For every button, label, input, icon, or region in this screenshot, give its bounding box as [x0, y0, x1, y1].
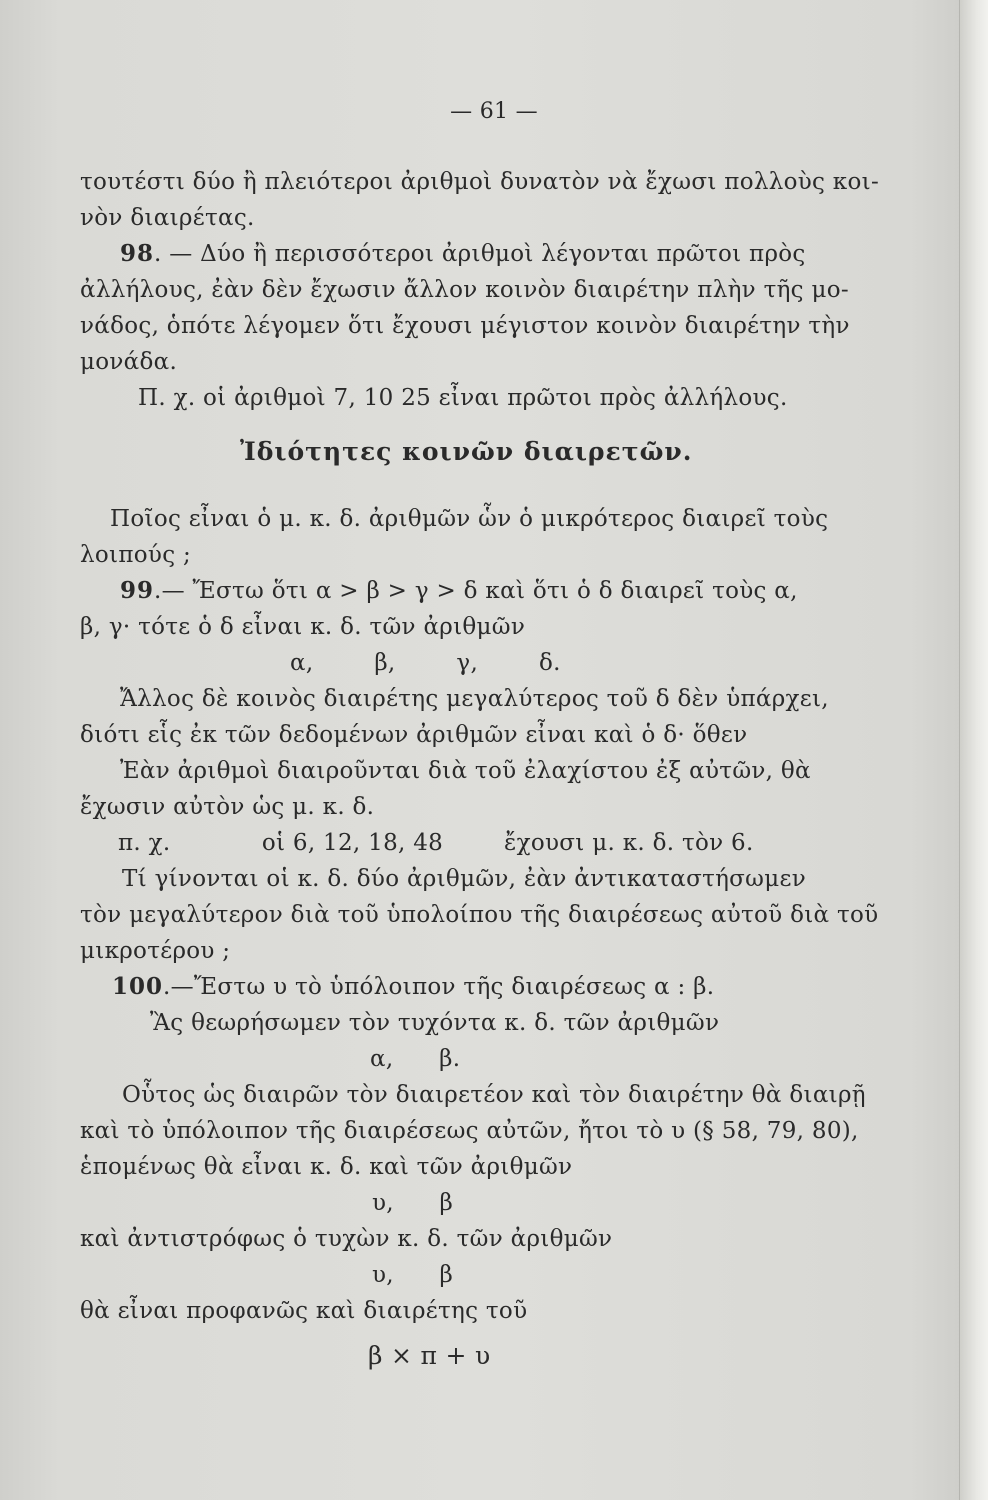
text-line: μικροτέρου ; — [80, 938, 231, 964]
text-line: καὶ τὸ ὑπόλοιπον τῆς διαιρέσεως αὐτῶν, ἤτοι τὸ υ (§ 58, 79, 80), — [80, 1118, 859, 1144]
text-line: τουτέστι δύο ἢ πλειότεροι ἀριθμοὶ δυνατὸν νὰ ἔχωσι πολλοὺς κοι- — [80, 169, 880, 195]
text-line: νάδος, ὁπότε λέγομεν ὅτι ἔχουσι μέγιστον κοινὸν διαιρέτην τὴν — [80, 313, 850, 339]
section-number: 100 — [112, 973, 164, 1000]
text-line: διότι εἷς ἐκ τῶν δεδομένων ἀριθμῶν εἶναι καὶ ὁ δ· ὅθεν — [80, 722, 748, 748]
formula: β × π + υ — [368, 1341, 491, 1370]
page-edge — [959, 0, 988, 1500]
text-line: Ἂς θεωρήσωμεν τὸν τυχόντα κ. δ. τῶν ἀριθμῶν — [150, 1010, 720, 1036]
text-line: Ἄλλος δὲ κοινὸς διαιρέτης μεγαλύτερος τοῦ δ δὲν ὑπάρχει, — [120, 686, 829, 712]
text-line: β, γ· τότε ὁ δ εἶναι κ. δ. τῶν ἀριθμῶν — [80, 614, 526, 640]
text-line: τὸν μεγαλύτερον διὰ τοῦ ὑπολοίπου τῆς διαιρέσεως αὐτοῦ διὰ τοῦ — [80, 902, 879, 928]
text-line: νὸν διαιρέτας. — [80, 205, 255, 231]
section-number: 98 — [120, 240, 155, 267]
text-line: ἀλλήλους, ἐὰν δὲν ἔχωσιν ἄλλον κοινὸν διαιρέτην πλὴν τῆς μο- — [80, 277, 849, 303]
variable-list: α, β. — [370, 1046, 461, 1072]
paragraph-99: 99.— Ἔστω ὅτι α > β > γ > δ καὶ ὅτι ὁ δ διαιρεῖ τοὺς α, — [120, 577, 798, 604]
text-line: Οὗτος ὡς διαιρῶν τὸν διαιρετέον καὶ τὸν διαιρέτην θὰ διαιρῇ — [122, 1082, 866, 1108]
question-line: Ποῖος εἶναι ὁ μ. κ. δ. ἀριθμῶν ὧν ὁ μικρότερος διαιρεῖ τοὺς — [110, 506, 829, 532]
example-line: Π. χ. οἱ ἀριθμοὶ 7, 10 25 εἶναι πρῶτοι πρὸς ἀλλήλους. — [138, 385, 788, 411]
variable-list: υ, β — [372, 1262, 454, 1288]
text-line: ἔχωσιν αὐτὸν ὡς μ. κ. δ. — [80, 794, 375, 820]
example-line: π. χ. οἱ 6, 12, 18, 48 ἔχουσι μ. κ. δ. τὸν 6. — [118, 830, 754, 856]
paragraph-98: 98. — Δύο ἢ περισσότεροι ἀριθμοὶ λέγονται πρῶτοι πρὸς — [120, 240, 806, 267]
paragraph-100: 100.—Ἔστω υ τὸ ὑπόλοιπον τῆς διαιρέσεως α : β. — [112, 973, 715, 1000]
variable-list: α, β, γ, δ. — [290, 650, 561, 676]
text-line: καὶ ἀντιστρόφως ὁ τυχὼν κ. δ. τῶν ἀριθμῶν — [80, 1226, 613, 1252]
page-number: — 61 — — [450, 99, 538, 124]
text-line: λοιπούς ; — [80, 542, 192, 568]
theorem-line: Ἐὰν ἀριθμοὶ διαιροῦνται διὰ τοῦ ἐλαχίστου ἐξ αὐτῶν, θὰ — [120, 758, 811, 784]
question-line: Τί γίνονται οἱ κ. δ. δύο ἀριθμῶν, ἐὰν ἀντικαταστήσωμεν — [122, 866, 806, 892]
text-line: θὰ εἶναι προφανῶς καὶ διαιρέτης τοῦ — [80, 1298, 528, 1324]
text-line: ἑπομένως θὰ εἶναι κ. δ. καὶ τῶν ἀριθμῶν — [80, 1154, 573, 1180]
section-number: 99 — [120, 577, 155, 604]
section-heading: Ἰδιότητες κοινῶν διαιρετῶν. — [240, 437, 693, 466]
variable-list: υ, β — [372, 1190, 454, 1216]
text-line: μονάδα. — [80, 349, 178, 375]
